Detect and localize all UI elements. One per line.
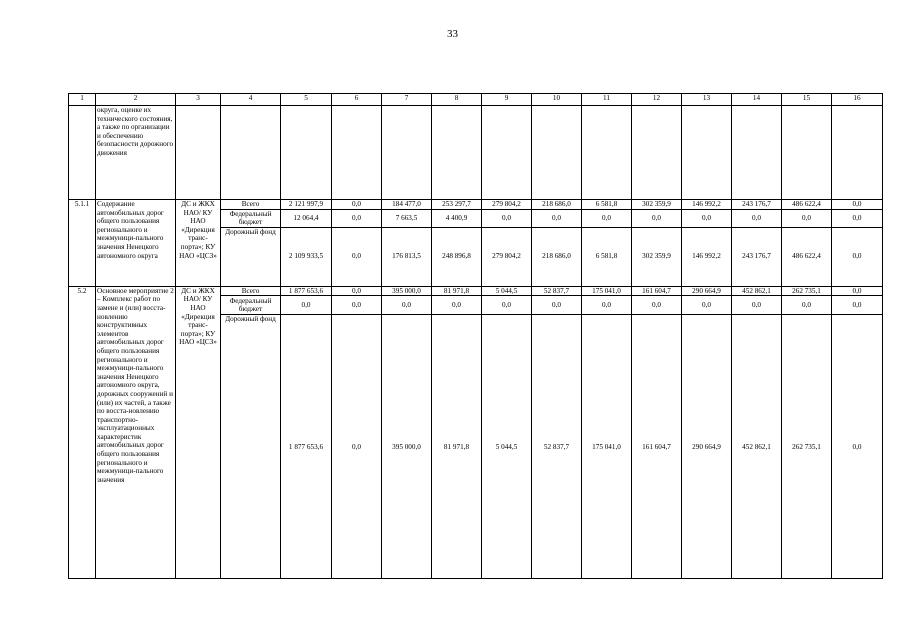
amount-cell: 243 176,7 bbox=[732, 200, 782, 210]
amount-cell: 0,0 bbox=[732, 296, 782, 315]
amount-cell: 253 297,7 bbox=[432, 200, 482, 210]
amount-cell: 0,0 bbox=[382, 296, 432, 315]
funding-source: Дорожный фонд bbox=[221, 227, 281, 286]
amount-cell: 290 664,9 bbox=[682, 315, 732, 579]
amount-cell: 262 735,1 bbox=[782, 286, 832, 296]
funding-source: Федеральный бюджет bbox=[221, 209, 281, 227]
amount-cell: 0,0 bbox=[832, 227, 883, 286]
amount-cell: 12 064,4 bbox=[281, 209, 332, 227]
amount-cell: 279 804,2 bbox=[482, 200, 532, 210]
column-header-16: 16 bbox=[832, 94, 883, 106]
amount-cell: 0,0 bbox=[332, 200, 382, 210]
column-header-8: 8 bbox=[432, 94, 482, 106]
amount-cell: 146 992,2 bbox=[682, 200, 732, 210]
row-group-5-1-1 bbox=[69, 200, 883, 287]
amount-cell: 0,0 bbox=[832, 209, 883, 227]
amount-cell: 0,0 bbox=[682, 296, 732, 315]
amount-cell: 81 971,8 bbox=[432, 286, 482, 296]
column-header-11: 11 bbox=[582, 94, 632, 106]
amount-cell: 0,0 bbox=[482, 209, 532, 227]
amount-cell: 0,0 bbox=[532, 296, 582, 315]
amount-cell: 0,0 bbox=[432, 296, 482, 315]
amount-cell: 0,0 bbox=[632, 209, 682, 227]
funding-source: Дорожный фонд bbox=[221, 315, 281, 579]
amount-cell: 0,0 bbox=[332, 286, 382, 296]
amount-cell: 0,0 bbox=[332, 209, 382, 227]
amount-cell: 486 622,4 bbox=[782, 227, 832, 286]
amount-cell: 6 581,8 bbox=[582, 200, 632, 210]
column-header-2: 2 bbox=[96, 94, 176, 106]
amount-cell: 290 664,9 bbox=[682, 286, 732, 296]
amount-cell: 486 622,4 bbox=[782, 200, 832, 210]
column-header-1: 1 bbox=[69, 94, 96, 106]
amount-cell: 0,0 bbox=[482, 296, 532, 315]
continuation-row bbox=[69, 106, 883, 200]
amount-cell: 262 735,1 bbox=[782, 315, 832, 579]
column-header-10: 10 bbox=[532, 94, 582, 106]
amount-cell: 146 992,2 bbox=[682, 227, 732, 286]
amount-cell: 243 176,7 bbox=[732, 227, 782, 286]
amount-cell: 0,0 bbox=[532, 209, 582, 227]
amount-cell: 7 663,5 bbox=[382, 209, 432, 227]
amount-cell: 2 121 997,9 bbox=[281, 200, 332, 210]
amount-cell: 0,0 bbox=[832, 200, 883, 210]
funding-source: Всего bbox=[221, 286, 281, 296]
amount-cell: 81 971,8 bbox=[432, 315, 482, 579]
item-number: 5.1.1 bbox=[69, 200, 96, 287]
amount-cell: 0,0 bbox=[682, 209, 732, 227]
amount-cell: 395 000,0 bbox=[382, 286, 432, 296]
amount-cell: 161 604,7 bbox=[632, 286, 682, 296]
amount-cell: 184 477,0 bbox=[382, 200, 432, 210]
amount-cell: 0,0 bbox=[332, 227, 382, 286]
item-name: Содержание автомобильных дорог общего пользования регионального и межмуници-пального значения Ненецкого автономного округа bbox=[96, 200, 176, 287]
executor: ДС и ЖКХ НАО/ КУ НАО «Дирекция транс-порта»; КУ НАО «ЦСЗ» bbox=[176, 200, 221, 287]
amount-cell: 218 686,0 bbox=[532, 227, 582, 286]
amount-cell: 0,0 bbox=[582, 209, 632, 227]
item-number: 5.2 bbox=[69, 286, 96, 579]
amount-cell: 0,0 bbox=[732, 209, 782, 227]
amount-cell: 0,0 bbox=[832, 315, 883, 579]
column-header-13: 13 bbox=[682, 94, 732, 106]
amount-cell: 2 109 933,5 bbox=[281, 227, 332, 286]
column-header-5: 5 bbox=[281, 94, 332, 106]
amount-cell: 52 837,7 bbox=[532, 315, 582, 579]
amount-cell: 302 359,9 bbox=[632, 200, 682, 210]
amount-cell: 218 686,0 bbox=[532, 200, 582, 210]
amount-cell: 5 044,5 bbox=[482, 286, 532, 296]
column-header-7: 7 bbox=[382, 94, 432, 106]
amount-cell: 0,0 bbox=[782, 296, 832, 315]
amount-cell: 175 041,0 bbox=[582, 286, 632, 296]
amount-cell: 395 000,0 bbox=[382, 315, 432, 579]
amount-cell: 1 877 653,6 bbox=[281, 286, 332, 296]
amount-cell: 0,0 bbox=[832, 296, 883, 315]
continuation-text: округа, оценке их технического состояния, а также по организации и обеспечению безопасности дорожного движения bbox=[96, 106, 176, 200]
amount-cell: 4 400,9 bbox=[432, 209, 482, 227]
column-header-12: 12 bbox=[632, 94, 682, 106]
amount-cell: 5 044,5 bbox=[482, 315, 532, 579]
amount-cell: 0,0 bbox=[332, 296, 382, 315]
amount-cell: 0,0 bbox=[832, 286, 883, 296]
amount-cell: 0,0 bbox=[782, 209, 832, 227]
column-header-6: 6 bbox=[332, 94, 382, 106]
amount-cell: 452 862,1 bbox=[732, 315, 782, 579]
amount-cell: 6 581,8 bbox=[582, 227, 632, 286]
funding-source: Федеральный бюджет bbox=[221, 296, 281, 315]
funding-source: Всего bbox=[221, 200, 281, 210]
header-row bbox=[69, 94, 883, 106]
page-number: 33 bbox=[447, 28, 458, 40]
amount-cell: 175 041,0 bbox=[582, 315, 632, 579]
amount-cell: 279 804,2 bbox=[482, 227, 532, 286]
column-header-9: 9 bbox=[482, 94, 532, 106]
column-header-15: 15 bbox=[782, 94, 832, 106]
amount-cell: 0,0 bbox=[281, 296, 332, 315]
amount-cell: 452 862,1 bbox=[732, 286, 782, 296]
item-name: Основное мероприятие 2 – Комплекс работ по замене и (или) восста-новлению конструктивных элементов автомобильных дорог общего пользования регионального и межмуници-пального значения Ненецкого автономного округа, дорожных сооружений и (или) их частей, а также по восста-новлению транспортно-эксплуатационных характеристик автомобильных дорог общего пользования регионального и межмуници-пального значения bbox=[96, 286, 176, 579]
amount-cell: 176 813,5 bbox=[382, 227, 432, 286]
funding-row bbox=[69, 286, 883, 296]
row-group-5-2 bbox=[69, 286, 883, 579]
amount-cell: 0,0 bbox=[632, 296, 682, 315]
column-header-4: 4 bbox=[221, 94, 281, 106]
amount-cell: 161 604,7 bbox=[632, 315, 682, 579]
funding-row bbox=[69, 200, 883, 210]
amount-cell: 248 896,8 bbox=[432, 227, 482, 286]
column-header-14: 14 bbox=[732, 94, 782, 106]
amount-cell: 0,0 bbox=[582, 296, 632, 315]
amount-cell: 0,0 bbox=[332, 315, 382, 579]
amount-cell: 52 837,7 bbox=[532, 286, 582, 296]
amount-cell: 1 877 653,6 bbox=[281, 315, 332, 579]
column-header-3: 3 bbox=[176, 94, 221, 106]
executor: ДС и ЖКХ НАО/ КУ НАО «Дирекция транс-порта»; КУ НАО «ЦСЗ» bbox=[176, 286, 221, 579]
program-table bbox=[68, 93, 883, 579]
amount-cell: 302 359,9 bbox=[632, 227, 682, 286]
